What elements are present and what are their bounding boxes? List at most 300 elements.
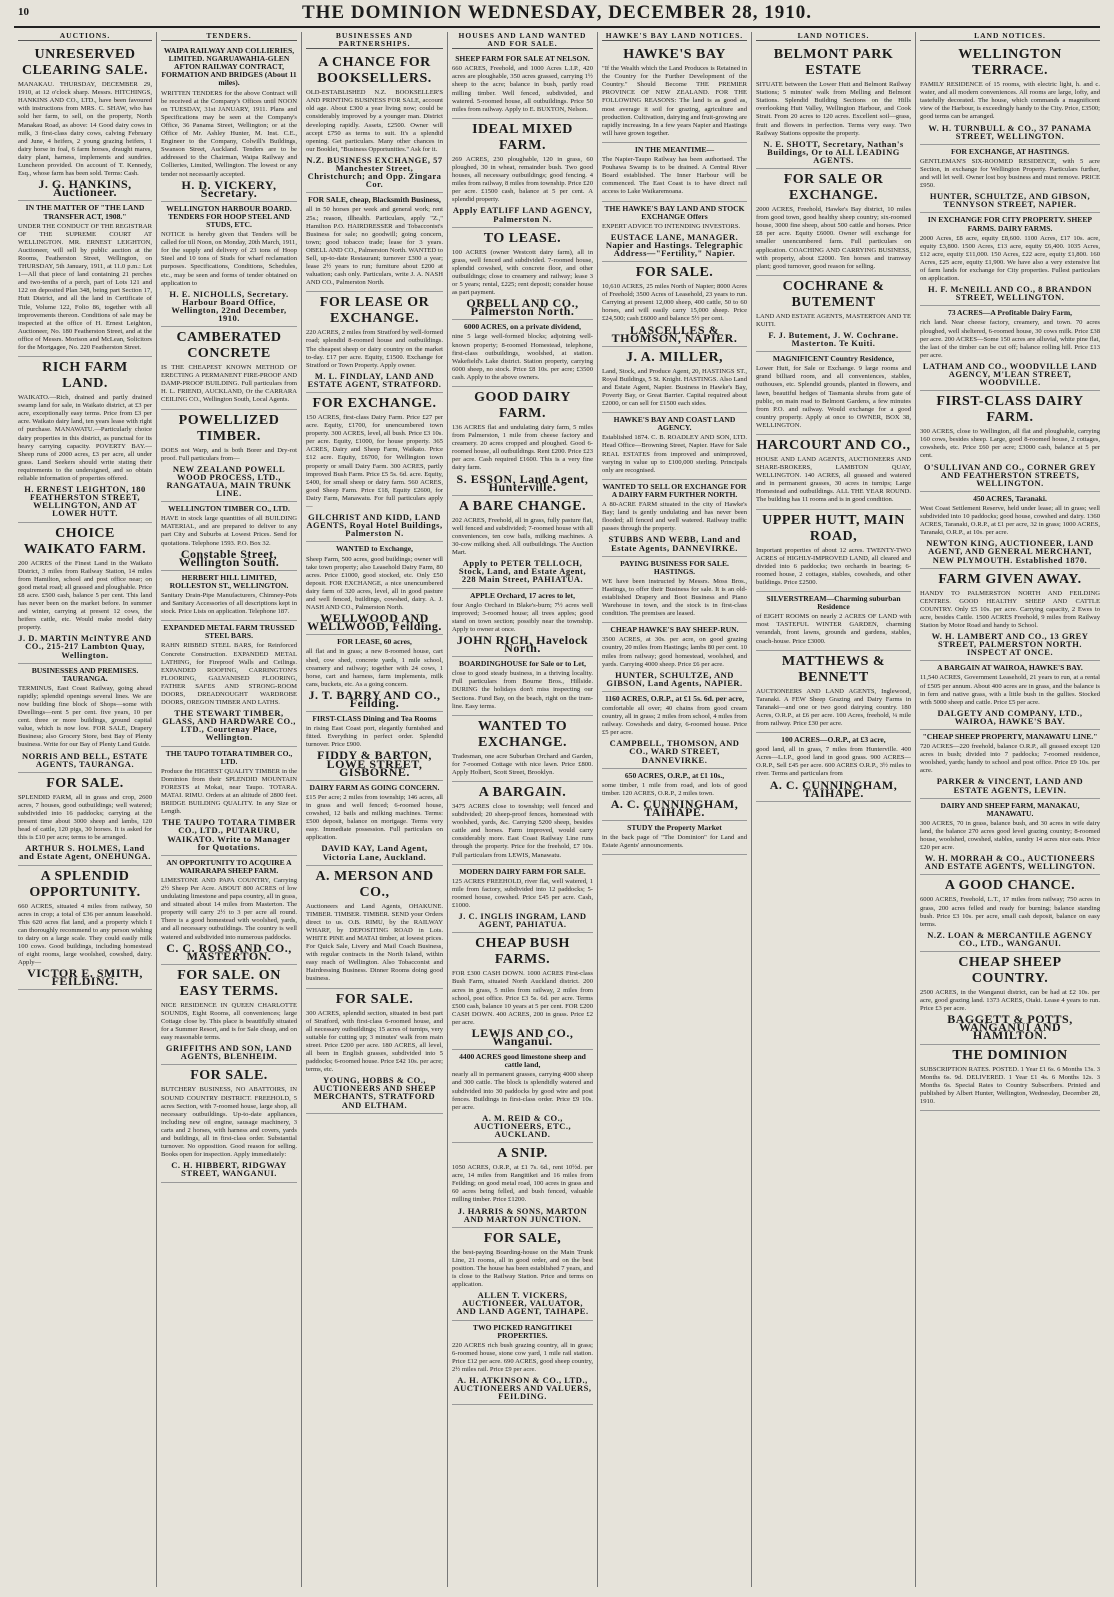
advertisement: [161, 327, 297, 409]
advertisement: [920, 44, 1100, 145]
advertisement: [306, 52, 443, 193]
advertisement: [161, 1065, 297, 1182]
column-3: [302, 32, 448, 1587]
ad-signature: J. G. HANKINS, Auctioneer.: [38, 177, 132, 200]
advertisement: [756, 352, 911, 435]
column-heading: TENDERS.: [161, 32, 297, 41]
ad-body: SITUATE between the Lower Hutt and Belmont Railway Stations; 5 minutes' walk from Melling and Belmont Stations. Splendid Building Sections on the Hills overlooking Hutt Valley, Wellington Harbour, and Cook Strait. From 20 acres to 120 acres. Excellent soil—grass, fruit and flowers in perfection. Terms very easy. Two Railway Stations opposite the property.: [756, 81, 911, 137]
advertisement: [602, 413, 747, 480]
ad-body: nearly all in permanent grasses, carrying 4000 sheep and 300 cattle. The block is splendidly watered and subdivided into 30 paddocks by good wire and post fences. Buildings in first-class order. Price £9 10s. per acre.: [452, 1071, 593, 1111]
ad-body: LIMESTONE AND PAPA COUNTRY, Carrying 2½ Sheep Per Acre. ABOUT 800 ACRES of low undulating limestone and papa country, all in grass, and situated about 14 miles from Masterton. The property will carry 2½ to 3 per acre all round. There is a good homestead with woolshed, yards, and all necessary outbuildings. The country is well watered and subdivided into numerous paddocks.: [161, 876, 297, 941]
ad-signature: J. HARRIS & SONS, MARTON AND MARTON JUNCTION.: [457, 1205, 588, 1224]
ad-body: 2000 ACRES, Freehold, Hawke's Bay district, 10 miles from good town, good healthy sheep country; six-roomed house, 3000 fine sheep, about 500 cattle and horses. Price £8 per acre. Equity £6000. Owner will exchange for smaller unencumbered farm. Full particulars on application. COACHING AND CARRYING BUSINESS, with property, about £2000. Ten horses and tramway plant; good turnover, good reason for selling.: [756, 206, 911, 270]
ad-body: £15 Per acre; 2 miles from township; 146 acres, all in grass and well fenced; 6-roomed house, cowshed, 12 bails and milking machines. Terms: £500 deposit, balance on mortgage. Terms very easy. Immediate possession. Full particulars on application.: [306, 793, 443, 842]
ad-title: IN THE MATTER OF "THE LAND TRANSFER ACT, 1908.": [25, 203, 145, 221]
ad-body: BUTCHERY BUSINESS, NO ABATTOIRS, IN SOUND COUNTRY DISTRICT. FREEHOLD, 5 acres Section, with 7-roomed house, large shop, all necessary outbuildings. Up-to-date appliances, including new oil engine, sausage machinery, 3 carts and 2 horses, with harness and covers, yards and buildings, all in first-class order. Substantial turnover. No opposition. Good reason for selling. Books open for inspection. Apply immediately:: [161, 1086, 297, 1159]
advertisement: [920, 492, 1100, 569]
ad-title: FOR SALE,: [483, 1230, 562, 1246]
ad-signature: THE STEWART TIMBER, GLASS, AND HARDWARE CO., LTD., Courtenay Place, Wellington.: [162, 708, 296, 743]
ad-body: Auctioneers and Land Agents, OHAKUNE. TIMBER. TIMBER. TIMBER. SEND your Orders direct to us. O.B. RIMU, by the RAILWAY WHARF, by DEPOSITING ROAD in Lots. WHITE PINE and MATAI timber, at lowest prices. For Quick Sale, Livery and Mail Coach Business, with regular contracts in the North Island, within easy reach of Wellington. Also Tobacconist and Hairdressing Business. Dinner Rooms doing good business.: [306, 902, 443, 983]
advertisement: [920, 213, 1100, 306]
column-5: [598, 32, 752, 1587]
ad-body: WE have been instructed by Messrs. Moss Bros., Hastings, to offer their Business for sale. It is an old-established Drapery and Boot Business and Piano Warehouse in town, and the stock is in first-class condition. The premises are leased.: [602, 577, 747, 618]
ad-body: AUCTIONEERS AND LAND AGENTS, Inglewood, Taranaki. A FEW Sheep Grazing and Dairy Farms in Taranaki—and one or two good dairying country. 180 Acres, O.R.P., at £6 per acre. 100 Acres, freehold, ¼ mile from railway. Price £30 per acre.: [756, 687, 911, 727]
advertisement: [306, 989, 443, 1114]
newspaper-columns: [14, 32, 1104, 1587]
advertisement: [602, 769, 747, 821]
advertisement: [756, 733, 911, 802]
ad-signature: N.Z. BUSINESS EXCHANGE, 57 Manchester Street, Christchurch; and Opp. Zingara Cor.: [306, 154, 443, 190]
advertisement: [756, 44, 911, 169]
ad-signature: WELLWOOD AND WELLWOOD, Feilding.: [307, 611, 442, 634]
ad-signature: W. H. TURNBULL & CO., 37 PANAMA STREET, WELLINGTON.: [928, 122, 1092, 141]
advertisement: [306, 393, 443, 542]
ad-body: 220 ACRES rich bush grazing country, all in grass; 6-roomed house, stone cow yard, 1 mile rail station. Price £12 per acre. 690 ACRES, good sheep country, 2½ miles rail. Price £9 per acre.: [452, 1341, 593, 1373]
ad-title: FOR SALE.: [335, 991, 414, 1007]
ad-title: CAMBERATED CONCRETE: [176, 330, 282, 362]
ad-body: A 80-ACRE FARM situated in the city of Hawke's Bay; land is gently undulating and has never been flooded; all fenced and well watered. Railway traffic passes through the property.: [602, 501, 747, 533]
ad-body: Sheep Farm, 500 acres, good buildings; owner will take town property; also Leasehold Dairy Farm, 80 acres. Price £1000, good stocked, etc. Only £50 deposit. FOR EXCHANGE, a nice unencumbered dairy farm of 320 acres, level, all in good pasture and well fenced, buildings, cowshed, dairy. A. J. NASH AND CO., Palmerston North.: [306, 555, 443, 612]
ad-body: in the back page of "The Dominion" for Land and Estate Agents' announcements.: [602, 834, 747, 850]
advertisement: [602, 692, 747, 769]
ad-title: UNRESERVED CLEARING SALE.: [21, 47, 149, 79]
ad-signature: ALLEN T. VICKERS, AUCTIONEER, VALUATOR, AND LAND AGENT, TAIHAPE.: [456, 1290, 589, 1317]
ad-title: FOR EXCHANGE.: [312, 396, 437, 411]
ad-signature: DALGETY AND COMPANY, LTD., WAIROA, HAWKE'S BAY.: [937, 707, 1083, 726]
ad-title: BUSINESSES AND PREMISES. TAURANGA.: [31, 665, 139, 683]
ad-body: close to good steady business, in a thriving locality. Full particulars from Bourne Bros., Hillside. DURING the holidays don't miss inspecting our Sections. Fund Bay, on the beach, right on the tram-line. Easy terms.: [452, 670, 593, 710]
ad-title: CHEAP HAWKE'S BAY SHEEP-RUN.: [610, 625, 739, 635]
advertisement: [920, 391, 1100, 492]
ad-signature: W. H. MORRAH & CO., AUCTIONEERS AND ESTATE AGENTS, WELLINGTON.: [924, 853, 1096, 872]
ad-body: FAMILY RESIDENCE of 15 rooms, with electric light, h. and c. water, and all modern conveniences. All rooms are large, lofty, and tastefully decorated. The house, which commands a magnificent view of the Harbour, is exceedingly handy to the City. Price, £3500; good terms can be arranged.: [920, 81, 1100, 121]
ad-body: good land, all in grass, 7 miles from Hunterville. 400 Acres—L.I.P., good land in good grass. 900 ACRES—O.R.P., Sell £45 per acre. 600 ACRES O.R.P., 3½ miles to river. Terms and particulars from: [756, 746, 911, 778]
ad-title: A BARE CHANGE.: [458, 498, 587, 514]
ad-title: 100 ACRES—O.R.P., at £3 acre,: [781, 735, 886, 745]
ad-title: FIRST-CLASS Dining and Tea Rooms: [312, 714, 437, 724]
ad-title: AN OPPORTUNITY TO ACQUIRE A WAIRARAPA SHEEP FARM.: [166, 857, 292, 875]
ad-body: NOTICE is hereby given that Tenders will be called for till Noon, on Monday, 20th March, 1911, for the supply and delivery of 23 tons of Hoop Steel and 10 tons of Studs for wharf reclamation purposes. Specifications, Conditions, Schedules, etc., may be seen and forms of tender obtained on application to: [161, 231, 297, 287]
column-1: [14, 32, 157, 1587]
ad-signature: H. D. VICKERY, Secretary.: [181, 177, 277, 200]
masthead: THE DOMINION WEDNESDAY, DECEMBER 28, 1910.: [301, 2, 813, 23]
advertisement: [452, 387, 593, 496]
ad-body: FOR £300 CASH DOWN. 1000 ACRES First-class Bush Farm, situated North Auckland district. 200 acres in grass, 5 miles from railway, 2 miles from school, post office. Price £3 5s. 6d. per acre. Terms £500 cash, balance 10 years at 5 per cent. FOR £200 CASH DOWN. 400 ACRES, 200 in grass. Price £2 per acre.: [452, 970, 593, 1026]
ad-title: EXPANDED METAL FARM TRUSSED STEEL BARS.: [163, 623, 295, 641]
ad-title: WANTED TO SELL OR EXCHANGE FOR A DAIRY FARM FURTHER NORTH.: [602, 481, 747, 499]
advertisement: [18, 866, 152, 991]
advertisement: [602, 347, 747, 413]
column-7: [916, 32, 1104, 1587]
ad-title: FOR SALE, cheap, Blacksmith Business,: [308, 195, 441, 205]
ad-body: 6000 ACRES, Freehold, L.T., 17 miles from railway; 750 acres in grass, 200 acres felled and ready for burning; balance standing bush. Price £3 10s. per acre, small cash deposit, balance on easy terms.: [920, 896, 1100, 928]
advertisement: [602, 821, 747, 855]
ad-body: 660 ACRES, situated 4 miles from railway, 50 acres in crop; a total of £36 per annum leasehold. This 620 acres flat land, and a property which I can thoroughly recommend to any person wishing to dairy on a large scale. They could easily milk 100 cows. Good buildings, including homestead of eight rooms, large woolshed, cowshed, dairy. Apply—: [18, 902, 152, 967]
advertisement: [161, 44, 297, 202]
ad-title: CHEAP BUSH FARMS.: [475, 936, 570, 968]
column-heading: BUSINESSES AND PARTNERSHIPS.: [306, 32, 443, 49]
ad-body: 220 ACRES, 2 miles from Stratford by well-formed road; splendid 8-roomed house and outbuildings. The cheapest sheep or dairy country on the market to-day. £17 per acre. Equity, £1500. Exchange for Stratford or Town Property. Apply owner.: [306, 329, 443, 369]
ad-body: 300 ACRES, close to Wellington, all flat and ploughable, carrying 160 cows, besides sheep. Large, good 8-roomed house, 2 cottages, cowsheds, etc. Price £60 per acre; £3000 cash, balance at 5 per cent.: [920, 428, 1100, 460]
ad-title: FOR LEASE OR EXCHANGE.: [319, 295, 430, 327]
ad-title: FOR EXCHANGE, AT HASTINGS.: [950, 146, 1070, 156]
ad-body: WAIKATO.—Rich, drained and partly drained swamp land for sale, in Waikato district, at £3 per acre, exceptionally easy terms. Price from £3 per acre. Waikato dairy land, ten years lease with right of purchase. MANAWATU.—Particularly choice dairy properties in this district, as punctual for its heavy carrying capacity. POVERTY BAY.—Sheep runs of 2000 acres, £3 per acre, all under grass. Land Seekers should write stating their requirements to the undersigned, and so obtain reliable information of properties offered.: [18, 394, 152, 483]
advertisement: [306, 712, 443, 781]
ad-title: TWO PICKED RANGITIKEI PROPERTIES.: [472, 1322, 573, 1340]
advertisement: [161, 502, 297, 571]
advertisement: [18, 201, 152, 357]
ad-title: J. A. MILLER,: [625, 349, 724, 365]
advertisement: [920, 306, 1100, 391]
ad-body: OLD-ESTABLISHED N.Z. BOOKSELLER'S AND PRINTING BUSINESS FOR SALE, account old age. About £300 a year living now; could be considerably improved by a younger man. District developing rapidly. Assets, £2500. Owner will accept £750 as terms to suit. It's a splendid opening. Get particulars. Many other chances in our Booklet, "Business Opportunities." Ask for it.: [306, 89, 443, 153]
ad-body: 3500 ACRES, at 30s. per acre, on good grazing country, 20 miles from Hastings; lambs 80 per cent. 10 miles from railway; good homestead, woolshed, and yards. Carrying 4000 sheep. Price £6 per acre.: [602, 636, 747, 668]
ad-body: NICE RESIDENCE IN QUEEN CHARLOTTE SOUNDS, Eight Rooms, all conveniences; large Cottage close by. This place is beautifully situated for a Summer Resort, and is for Sale cheap, and on easy reasonable terms.: [161, 1001, 297, 1042]
ad-signature: A. H. ATKINSON & CO., LTD., AUCTIONEERS AND VALUERS, FEILDING.: [453, 1375, 592, 1402]
advertisement: [18, 664, 152, 773]
ad-signature: YOUNG, HOBBS & CO., AUCTIONEERS AND SHEEP MERCHANTS, STRATFORD AND ELTHAM.: [313, 1075, 436, 1110]
ad-signature: F. J. Butement, J. W. Cochrane. Masterton. Te Kuiti.: [768, 329, 899, 349]
advertisement: [306, 542, 443, 635]
advertisement: [452, 320, 593, 387]
ad-title: 73 ACRES—A Profitable Dairy Farm,: [947, 308, 1073, 318]
ad-body: SPLENDID FARM, all in grass and crop, 2600 acres, 7 houses, good outbuildings; well watered; subdivided into 16 paddocks; carrying at the present time about 3000 sheep and lambs, 120 head of cattle, 120 pigs, 30 horses. It is asked for this is £10 per acre; terms to be arranged.: [18, 793, 152, 842]
ad-body: HANDY TO PALMERSTON NORTH AND FEILDING CENTRES. GOOD HEALTHY SHEEP AND CATTLE COUNTRY. Only £5 10s. per acre. Carrying capacity, 2 Ewes to acre, besides Cattle. 1500 ACRES Freehold, 9 miles from Railway Station by Motor Road and handy to School.: [920, 589, 1100, 629]
column-heading: LAND NOTICES.: [920, 32, 1100, 41]
ad-title: BELMONT PARK ESTATE: [773, 47, 894, 79]
ad-signature: A. C. CUNNINGHAM, TAIHAPE.: [769, 777, 898, 800]
ad-title: FOR SALE.: [635, 265, 714, 281]
ad-body: IS THE CHEAPEST KNOWN METHOD OF ERECTING A PERMANENT FIRE-PROOF AND DAMP-PROOF BUILDING. Full particulars from H. L. FRIEND, AUCKLAND, Or the CARRARA CEILING CO., Wellington South, Local Agents.: [161, 364, 297, 404]
ad-title: FIRST-CLASS DAIRY FARM.: [936, 394, 1084, 426]
ad-signature: Constable Street, Wellington South.: [178, 546, 280, 569]
ad-body: "If the Wealth which the Land Produces is Retained in the Country for the Further Development of the Country." Should Become THE PREMIER PROVINCE OF NEW ZEALAND. FOR THE FOLLOWING REASONS: The land is as good as, most average it soil for grazing, agriculture and production. Cultivation, dairying and fruit-growing are rapidly increasing. In a few years Napier and Hastings will have grown together.: [602, 65, 747, 137]
advertisement: [452, 1321, 593, 1406]
ad-title: WANTED TO EXCHANGE.: [477, 718, 568, 750]
ad-body: 300 ACRES, splendid section, situated in best part of Stratford, with first-class 6-roomed house, and all necessary outbuildings; 15 acres of turnips, very suitable for cutting up; 3 minutes' walk from main street. Price £200 per acre. 180 ACRES, all level, all been in English grasses, subdivided into 5 paddocks; 6-roomed house. Price £42 10s. per acre; terms, etc.: [306, 1009, 443, 1074]
ad-signature: ORBELL AND CO., Palmerston North.: [466, 296, 579, 319]
ad-body: 150 ACRES, first-class Dairy Farm. Price £27 per acre. Equity, £1700, for unencumbered town property. 300 ACRES, level, all bush. Price £3 10s. per acre. Equity, £1000, for house property. 365 ACRES, Dairy and Sheep Farm, Waikato. Price £12 acre. Equity, £6700, for Wellington town property or small Dairy Farm. 300 ACRES, partly improved Bush Farm. Price £5 5s. 6d. acre. Equity, £400, for small sheep or dairy farm. 560 ACRES, good Sheep Farm. Price £18, Equity £2600, for Dairy Farm, Manawatu. For full particulars apply—: [306, 414, 443, 511]
ad-title: MATTHEWS & BENNETT: [781, 653, 886, 685]
advertisement: [452, 657, 593, 716]
advertisement: [18, 523, 152, 664]
ad-title: STUDY the Property Market: [627, 823, 722, 833]
advertisement: [920, 661, 1100, 730]
advertisement: [306, 292, 443, 393]
ad-title: THE TAUPO TOTARA TIMBER CO., LTD.: [165, 748, 293, 766]
ad-body: 269 ACRES, 230 ploughable, 120 in grass, 60 ploughed, 30 in wheat, remainder bush. Two good houses, all necessary outbuildings; good fencing. 4 miles from railway, 8 miles from township. Price £20 per acre. £1500 cash, balance at 5 per cent. A splendid property.: [452, 155, 593, 204]
ad-body: Land, Stock, and Produce Agent, 20, HASTINGS ST., Royal Buildings, 5 St. Knight. HASTINGS. Also Land and Estate Agent, Napier. Business in Hawke's Bay, Poverty Bay, or Great Barrier. Capital required about £2000, or can sell for £1500 each sides.: [602, 367, 747, 408]
advertisement: [602, 202, 747, 263]
ad-body: 3475 ACRES close to township; well fenced and subdivided; 20 sheep-proof fences, homestead with woolshed, yards, &c. Carrying 5200 sheep, besides cattle and horses. Farm improved, would carry considerably more. East Coast Railway Line runs through the property. Price for the freehold, £7 10s. Full particulars from LEWIS, Manawatu.: [452, 803, 593, 859]
ad-signature: THE TAUPO TOTARA TIMBER CO., LTD., PUTARURU, WAIKATO. Write to Manager for Quotations.: [161, 817, 297, 852]
column-heading: HOUSES AND LAND WANTED AND FOR SALE.: [452, 32, 593, 49]
ad-title: HAWKE'S BAY: [623, 47, 726, 63]
ad-title: PAYING BUSINESS FOR SALE. HASTINGS.: [620, 558, 729, 576]
advertisement: [452, 228, 593, 321]
advertisement: [161, 856, 297, 965]
ad-signature: NEWTON KING, AUCTIONEER, LAND AGENT, AND GENERAL MERCHANT, NEW PLYMOUTH. Established 1870.: [926, 538, 1094, 565]
ad-body: Established 1874. C. B. ROADLEY AND SON, LTD. Head Office—Browning Street, Napier. Have for Sale REAL ESTATES from improved and unimproved, varying in value up to £100,000 sterling. Principals only are recognised.: [602, 434, 747, 474]
ad-body: Sanitary Drain-Pipe Manufacturers, Chimney-Pots and Sanitary Accessories of all descriptions kept in stock. Price Lists on application. Telephone 187.: [161, 591, 297, 616]
ad-body: 2000 Acres, £8 acre, equity £8,600. 1100 Acres, £17 10s. acre, equity £3,800. 1500 Acres, £13 acre, equity £6,400. 1035 Acres, £12 acre, equity £11,000. 150 Acres, £22 acre, equity £1,800. 160 Acres, £25 acre, equity £1,900. We have also a very extensive list of farm lands for exchange for City properties. Fullest particulars on application.: [920, 234, 1100, 283]
advertisement: [452, 52, 593, 119]
column-heading: LAND NOTICES.: [756, 32, 911, 41]
ad-signature: N. E. SHOTT, Secretary, Nathan's Buildings, Or to ALL LEADING AGENTS.: [763, 138, 904, 165]
ad-signature: A. M. REID & CO., AUCTIONEERS, ETC., AUCKLAND.: [473, 1112, 572, 1139]
ad-title: MODERN DAIRY FARM FOR SALE.: [459, 866, 586, 876]
advertisement: [452, 1228, 593, 1321]
ad-title: FOR LEASE, 60 acres,: [337, 637, 412, 647]
advertisement: [920, 145, 1100, 214]
advertisement: [602, 557, 747, 624]
ad-signature: J. D. MARTIN McINTYRE AND CO., 215-217 Lambton Quay, Wellington.: [18, 633, 152, 660]
ad-title: A BARGAIN.: [478, 785, 567, 800]
ad-signature: H. F. McNEILL AND CO., 8 BRANDON STREET, WELLINGTON.: [928, 284, 1092, 303]
ad-title: HARCOURT AND CO.,: [756, 438, 911, 453]
ad-signature: HUNTER, SCHULTZE, AND GIBSON, Land Agents, NAPIER.: [606, 669, 743, 688]
ad-body: Produce the HIGHEST QUALITY TIMBER in the Dominion from their SPLENDID MOUNTAIN FORESTS at Mokai, near Taupo. TOTARA. MATAI. RIMU. Orders at an altitude of 2800 feet. BRIDGE BUILDING QUALITY. In any Size or Length.: [161, 767, 297, 816]
advertisement: [756, 169, 911, 276]
ad-title: BOARDINGHOUSE for Sale or to Let,: [458, 659, 587, 669]
ad-title: HAWKE'S BAY AND COAST LAND AGENCY.: [613, 415, 736, 433]
ad-body: all in 50 horses per week and general work; rent 25s.; reason, illhealth. Particulars, apply "Z.," Hamilton P.O. HAIRDRESSER and Tobacconist's Business for sale; no goodwill; going concern, town; good tobacco trade; lease for 3 years. OBELL AND CO., Palmerston North. WANTED to Sell, up-to-date Restaurant; turnover £300 a year; lease 2½ years to run; furniture about £200 at valuation; cash only. Particulars, write J. A. NASH AND CO., Palmerston North.: [306, 206, 443, 287]
ad-signature: O'SULLIVAN AND CO., CORNER GREY AND FEATHERSTON STREETS, WELLINGTON.: [923, 461, 1097, 488]
ad-title: 4400 ACRES good limestone sheep and cattle land,: [459, 1052, 586, 1070]
advertisement: [161, 571, 297, 621]
advertisement: [756, 510, 911, 592]
ad-body: of EIGHT ROOMS on nearly 2 ACRES OF LAND with most TASTEFUL WINTER GARDEN, charming verandah, front lawns, grounds and gardens, stables, coach-house. Price £3000.: [756, 613, 911, 645]
ad-title: WELLINGTON TIMBER CO., LTD.: [168, 504, 290, 514]
advertisement: [18, 773, 152, 866]
ad-signature: STUBBS AND WEBB, Land and Estate Agents, DANNEVIRKE.: [608, 534, 741, 553]
advertisement: [920, 875, 1100, 952]
ad-body: 720 ACRES—220 freehold, balance O.R.P., all grassed except 120 acres in bush; divided into 7 paddocks; 7-roomed residence, woolshed, yards; handy to school and post office. Price £9 10s. per acre.: [920, 743, 1100, 775]
ad-signature: GRIFFITHS AND SON, LAND AGENTS, BLENHEIM.: [165, 1043, 293, 1062]
ad-title: A SPLENDID OPPORTUNITY.: [29, 868, 141, 900]
ad-title: GOOD DAIRY FARM.: [474, 390, 571, 421]
ad-title: A BARGAIN AT WAIROA, HAWKE'S BAY.: [937, 663, 1083, 673]
ad-title: THE DOMINION: [952, 1047, 1068, 1063]
ad-body: 660 ACRES, Freehold, and 1000 Acres L.I.P., 420 acres are ploughable, 350 acres grassed, carrying 1½ sheep to the acre; balance in bush, partly road milling timber. Well fenced, subdivided, and watered. 5-roomed house, all outbuildings. Price 50 miles from railway. Apply to E. BUXTON, Nelson.: [452, 65, 593, 113]
ad-body: rich land. Near cheese factory, creamery, and town. 70 acres ploughed, well sheltered, 6-roomed house, 30 cows milk. Price £38 per acre. 200 ACRES—Some 150 acres are alluvial, white pine flat, the last of the timber can be cut off; balance rolling hill. Price £13 per acre.: [920, 319, 1100, 359]
ad-signature: DAVID KAY, Land Agent, Victoria Lane, Auckland.: [321, 843, 428, 862]
ad-title: FOR SALE. ON EASY TERMS.: [177, 967, 281, 999]
ad-body: 10,610 ACRES, 25 miles North of Napier; 8000 Acres of Freehold; 3500 Acres of Leasehold, 23 years to run. Carrying at present 12,000 sheep, 400 cattle, 50 to 60 horses, and will easily carry 15,000 sheep. Price £24,500; cash £6000 and balance 5½ per cent.: [602, 283, 747, 323]
ad-title: WELLINGTON HARBOUR BOARD. TENDERS FOR HOOP STEEL AND STUDS, ETC.: [166, 203, 292, 229]
ad-signature: ARTHUR S. HOLMES, Land and Estate Agent, ONEHUNGA.: [19, 843, 151, 862]
ad-title: COCHRANE & BUTEMENT: [782, 278, 885, 310]
ad-signature: JOHN RICH, Havelock North.: [456, 632, 589, 656]
advertisement: [452, 1143, 593, 1228]
advertisement: [602, 480, 747, 557]
ad-title: 1160 ACRES, O.R.P., at £1 5s. 6d. per acre,: [604, 693, 745, 703]
advertisement: [161, 202, 297, 327]
ad-body: four Anglo Orchard in Blake's-burn; 7½ acres well improved; 3-roomed house; all trees apples; good stand on town section; possibly near the township. Apply to owner at once.: [452, 601, 593, 633]
column-heading: AUCTIONS.: [18, 32, 152, 41]
ad-body: HAVE in stock large quantities of all BUILDING MATERIAL, and are prepared to deliver to any part City and Suburbs at Lowest Prices. Send for quotations. Telephone 1593. P.O. Box 32.: [161, 515, 297, 547]
ad-signature: H. ERNEST LEIGHTON, 180 FEATHERSTON STREET, WELLINGTON, AND AT LOWER HUTT.: [24, 484, 146, 519]
ad-body: SUBSCRIPTION RATES. POSTED. 1 Year £1 6s. 6 Months 13s. 3 Months 6s. 9d. DELIVERED. 1 Year £1 4s. 6 Months 12s. 3 Months 6s. Special Rates to Country Subscribers. Printed and published by Albert Hunter, Wellington, Wednesday, December 28, 1910.: [920, 1065, 1100, 1105]
advertisement: [452, 496, 593, 589]
advertisement: [306, 866, 443, 989]
ad-signature: Apply to PETER TELLOCH, Stock, Land, and Estate Agent, 228 Main Street, PAHIATUA.: [458, 558, 587, 585]
ad-title: THE HAWKE'S BAY LAND AND STOCK EXCHANGE Offers: [604, 203, 745, 221]
advertisement: [920, 730, 1100, 799]
ad-title: SHEEP FARM FOR SALE AT NELSON.: [455, 54, 590, 64]
ad-body: 200 ACRES of the Finest Land in the Waikato District, 3 miles from Railway Station, 14 miles from Hamilton, school and post office near; on good metal road; all grassed and ploughable. Price £8 acre. £500 cash, balance 5 per cent. This land has never been on the market before. In summer and winter, carrying at present 12 cows, the heifers cattle, etc. Would make model dairy property.: [18, 559, 152, 632]
ad-body: GENTLEMAN'S SIX-ROOMED RESIDENCE, with 5 acre Section, in exchange for Wellington Property. Particulars further, and will let well. Owner lost boy business and must remove. PRICE £950.: [920, 157, 1100, 190]
ad-body: 300 ACRES, 70 in grass, balance bush, and 30 acres in wife dairy land, the balance 270 acres good level grazing country; 8-roomed house, woolshed, cowshed, stables, sundry 14 acres nice oats. Price £20 per acre.: [920, 819, 1100, 852]
page-number: 10: [18, 6, 29, 18]
advertisement: [452, 782, 593, 865]
ad-body: 136 ACRES flat and undulating dairy farm, 5 miles from Palmerston, 1 mile from cheese factory and creamery. 20 acres cropped and ploughed. Good 6-roomed house, all outbuildings. Rent £200. Price £23 per acre. Cash required £1600. This is a very fine dairy farm.: [452, 424, 593, 472]
ad-signature: J. T. BARRY AND CO., Feilding.: [308, 687, 441, 710]
ad-title: "CHEAP SHEEP PROPERTY, MANAWATU LINE.": [922, 732, 1098, 741]
ad-signature: W. H. LAMBERT AND CO., 13 GREY STREET, PALMERSTON NORTH. INSPECT AT ONCE.: [931, 631, 1089, 658]
ad-signature: H. E. NICHOLLS, Secretary. Harbour Board Office, Wellington, 22nd December, 1910.: [169, 288, 289, 323]
advertisement: [920, 1045, 1100, 1111]
column-2: [157, 32, 302, 1587]
ad-body: The Napier-Taupo Railway has been authorised. The Pouhawa Swamp is to be drained. A Central River Board established. The Inner Harbour will be commenced. The East Coast is to have direct rail access to Lake Waikaremoana.: [602, 156, 747, 196]
ad-signature: LASCELLES & THOMSON, NAPIER.: [611, 322, 738, 345]
advertisement: [756, 276, 911, 352]
ad-body: Tradesman, one acre Suburban Orchard and Garden, for 7-roomed Cottage with nice lawn. Price £800. Apply Holbert, Scott Street, Brooklyn.: [452, 752, 593, 776]
ad-title: CHOICE WAIKATO FARM.: [23, 525, 147, 557]
ad-signature: VICTOR E. SMITH, FEILDING.: [27, 966, 143, 989]
ad-signature: LATHAM AND CO., WOODVILLE LAND AGENCY, M'LEAN STREET, WOODVILLE.: [922, 360, 1098, 388]
column-heading: HAWKE'S BAY LAND NOTICES.: [602, 32, 747, 41]
ad-body: 125 ACRES FREEHOLD, river flat, well watered, 1 mile from factory, subdivided into 12 paddocks; 5-roomed house, cowshed. Price £45 per acre. Cash, £1000.: [452, 877, 593, 910]
advertisement: [452, 933, 593, 1050]
ad-body: DOES not Warp, and is both Borer and Dry-rot proof. Full particulars from—: [161, 446, 297, 462]
advertisement: [452, 716, 593, 782]
ad-title: TO LEASE.: [483, 230, 562, 246]
ad-signature: HUNTER, SCHULTZE, AND GIBSON, TENNYSON STREET, NAPIER.: [929, 191, 1091, 210]
advertisement: [920, 952, 1100, 1045]
ad-title: A SNIP.: [497, 1146, 548, 1162]
ad-title: CHEAP SHEEP COUNTRY.: [958, 954, 1062, 986]
ad-body: RAHN RIBBED STEEL BARS, for Reinforced Concrete Construction. EXPANDED METAL LATHING, for Fireproof Walls and Ceilings. EXPANDED ROOFING, CARRINGTON'S FLOORING, GALVANISED FLOORING, FATHER SAFES AND STRONG-ROOM DOORS, DREADNOUGHT WARDROBE DOORS, OREGON TIMBER AND LATHS.: [161, 642, 297, 707]
ad-title: FOR SALE.: [190, 1068, 268, 1084]
column-6: [752, 32, 916, 1587]
ad-body: the best-paying Boarding-house on the Main Trunk Line, 21 rooms, all in good order, and on the best position. The house has been established 7 years, and is close to the Railway Station. Price and terms on application.: [452, 1248, 593, 1289]
ad-body: HOUSE AND LAND AGENTS, AUCTIONEERS AND SHARE-BROKERS, LAMBTON QUAY, WELLINGTON. 140 ACRES, all grassed and watered and in permanent grasses, 30 acres in turnips; Large Homestead and outbuildings. ALL THE YEAR ROUND. The building has 11 rooms and is in good condition.: [756, 456, 911, 504]
advertisement: [161, 747, 297, 856]
ad-body: West Coast Settlement Reserve, held under lease; all in grass; well subdivided into 10 paddocks; good house, cowshed and dairy. 1360 ACRES, Taranaki, O.R.P., at £1 per acre, 32 in grass; 1000 ACRES, Taranaki, O.R.P., at 10s. per acre.: [920, 504, 1100, 537]
advertisement: [452, 119, 593, 228]
ad-body: nine 5 large well-formed blocks; adjoining well-known property; 8-roomed Homestead, telephone, first-class outbuildings, woolshed, at station. Wakefield's Lake district. Station property, carrying 6000 sheep, no stock. Price £8 10s. per acre; £3500 cash. Apply to the above owners.: [452, 333, 593, 381]
ad-signature: M. L. FINDLAY, LAND AND ESTATE AGENT, STRATFORD.: [307, 370, 442, 389]
ad-title: IDEAL MIXED FARM.: [472, 121, 573, 153]
ad-title: 650 ACRES, O.R.P., at £1 10s.,: [624, 770, 725, 780]
ad-body: Lower Hutt, for Sale or Exchange. 9 large rooms and grand billiard room, and all conveniences, stables, outhouses, etc. Splendid grounds, planted in flowers, and lawn, beautiful hedges of Tasmania shrubs from gate of public, on main road to Belmont Gardens, a few minutes from P.O. and railway. Would exchange for a good country property. Apply at once to OWNER, BOX 38, WELLINGTON.: [756, 365, 911, 429]
advertisement: [161, 965, 297, 1066]
ad-body: comfortable all over; 40 chains from good cream country, all in grass; 2 miles from school, 4 miles from railway. Cowsheds and dairy, 6-roomed house. Price £5 per acre.: [602, 705, 747, 737]
ad-signature: S. ESSON, Land Agent, Hunterville.: [456, 471, 589, 494]
ad-body: MANAKAU. THURSDAY, DECEMBER 29, 1910, at 12 o'clock sharp. Messrs. HITCHINGS, HANKINS AND CO., LTD., have been favoured with instructions from MRS. C. SHAW, who has sold her farm, to sell, on the property, North Manakau Road, as above: 14 Good dairy cows in milk, 3 first-class dairy cows, calving February and June, 4 heifers, 2 young grazing heifers, 1 dairy horse in foal, 6 farm horses, draught mares, dairy plant, harness, implements and sundries. Luncheon provided. On account of T. Kennedy, Esq., whose farm has been sold. Terms: Cash.: [18, 81, 152, 178]
ad-title: HERBERT HILL LIMITED, ROLLESTON ST., WELLINGTON.: [169, 572, 289, 590]
ad-signature: FIDDY & BARTON, LOWE STREET, GISBORNE.: [317, 748, 432, 779]
advertisement: [602, 262, 747, 347]
ad-body: 202 ACRES, Freehold, all in grass, fully pasture flat, well fenced and subdivided; 7-roomed house with all conveniences, ten cow bails, milking machines. A 30-cow milking shed. All outbuildings. The Auction Mart.: [452, 516, 593, 557]
ad-body: in rising East Coast port, elegantly furnished and fitted. Everything in perfect order. Splendid turnover. Price £900.: [306, 725, 443, 749]
advertisement: [920, 569, 1100, 662]
masthead-rule: [14, 26, 1100, 28]
ad-body: TERMINUS, East Coast Railway, going ahead rapidly; splendid openings several lines. We are now building fine block of Shops—some with Dwellings—rent 5 per cent. five years, 10 per cent. three or more buildings, ground capital value, which is now low. FOR SALE, Drapery Business; also Grocery Store, best Bay of Plenty business. Write for our Bay of Plenty Land Guide.: [18, 684, 152, 749]
advertisement: [18, 44, 152, 201]
ad-title: POWELLIZED TIMBER.: [178, 412, 280, 444]
ad-body: 11,540 ACRES, Government Leasehold, 21 years to run, at a rental of £505 per annum. About 400 acres are in grass, and the balance is in fern and native grass, with a little bush in the gullies. Stocked with 5000 sheep and cattle. Price £5 per acre.: [920, 674, 1100, 706]
ad-signature: N.Z. LOAN & MERCANTILE AGENCY CO., LTD., WANGANUI.: [927, 929, 1093, 948]
ad-body: all flat and in grass; a new 8-roomed house, cart shed, cow shed, concrete yards, 1 mile school, creamery and railway; together with 24 cows, 1 horse, cart and harness, farm implements, milk cans, buckets, etc. As a going concern.: [306, 648, 443, 688]
ad-title: DAIRY AND SHEEP FARM, MANAKAU, MANAWATU.: [940, 800, 1080, 818]
ad-title: RICH FARM LAND.: [42, 360, 128, 392]
ad-title: UPPER HUTT, MAIN ROAD,: [762, 512, 905, 544]
advertisement: [452, 865, 593, 934]
advertisement: [161, 621, 297, 746]
advertisement: [756, 435, 911, 510]
advertisement: [306, 635, 443, 712]
advertisement: [756, 592, 911, 651]
ad-title: IN THE MEANTIME—: [634, 144, 715, 154]
ad-signature: EUSTACE LANE, MANAGER. Napier and Hastings. Telegraphic Address—"Fertility," Napier.: [605, 231, 744, 258]
advertisement: [756, 651, 911, 733]
ad-title: 6000 ACRES, on a private dividend,: [463, 322, 582, 332]
ad-signature: NORRIS AND BELL, ESTATE AGENTS, TAURANGA.: [22, 750, 148, 769]
advertisement: [161, 410, 297, 503]
ad-signature: Apply EATLIFF LAND AGENCY, Palmerston N.: [452, 205, 593, 224]
ad-body: 100 ACRES (owner Westcott dairy farm), all in grass, well fenced and subdivided. 7-roomed house, splendid cowshed, with concrete floor, and other outbuildings; close to creamery and railway; lease 3 or 5 years; rental, £225; rent deposit; consider house as part payment.: [452, 248, 593, 297]
ad-signature: J. C. INGLIS INGRAM, LAND AGENT, PAHIATUA.: [458, 911, 587, 930]
advertisement: [920, 799, 1100, 876]
ad-signature: A. C. CUNNINGHAM, TAIHAPE.: [610, 796, 739, 820]
ad-title: MAGNIFICENT Country Residence,: [772, 354, 895, 364]
advertisement: [452, 1050, 593, 1143]
column-4: [448, 32, 598, 1587]
ad-signature: C. C. ROSS AND CO., MASTERTON.: [166, 940, 292, 963]
ad-title: APPLE Orchard, 17 acres to let,: [470, 590, 575, 600]
ad-title: SILVERSTREAM—Charming suburban Residence: [766, 594, 901, 612]
ad-title: IN EXCHANGE FOR CITY PROPERTY. SHEEP FARMS. DAIRY FARMS.: [927, 215, 1093, 233]
ad-title: WAIPA RAILWAY AND COLLIERIES, LIMITED. NGARUAWAHIA-GLEN AFTON RAILWAY CONTRACT, FORMATION AND BRIDGES (About 11 miles).: [161, 46, 297, 88]
ad-body: 1050 ACRES, O.R.P., at £1 7s. 6d., rent 10½d. per acre, 14 miles from Rangitikei and 16 miles from Feilding; on good metal road, 100 acres in grass and 60 acres being felled, and bush fenced, valuable milling timber. Price £1200.: [452, 1164, 593, 1204]
ad-body: LAND AND ESTATE AGENTS, MASTERTON AND TE KUITI.: [756, 312, 911, 328]
ad-title: A GOOD CHANCE.: [944, 878, 1076, 894]
advertisement: [452, 589, 593, 658]
ad-title: DAIRY FARM AS GOING CONCERN.: [309, 782, 440, 792]
ad-signature: C. H. HIBBERT, RIDGWAY STREET, WANGANUI.: [171, 1160, 287, 1179]
ad-body: Important properties of about 12 acres. TWENTY-TWO ACRES of HIGHLY-IMPROVED LAND, all cleared and divided into 6 paddocks; two orchards in bearing; 6-roomed house, 2 cottages, stables, cowsheds, and other buildings. Price £2500.: [756, 546, 911, 586]
advertisement: [306, 193, 443, 292]
ad-signature: PARKER & VINCENT, LAND AND ESTATE AGENTS, LEVIN.: [936, 776, 1084, 795]
ad-title: A. MERSON AND CO.,: [315, 868, 434, 900]
ad-title: 450 ACRES, Taranaki.: [973, 493, 1047, 503]
ad-title: FOR SALE OR EXCHANGE.: [783, 172, 884, 204]
ad-body: UNDER THE CONDUCT OF THE REGISTRAR OF THE SUPREME COURT AT WELLINGTON. MR. ERNEST LEIGHTON, Auctioneer, will sell by public auction at the Rooms, Featherston Street, Wellington, on THURSDAY, 5th January, 1911, at 11.0 p.m.: Lot 1—All that piece of land containing 21 perches and two-tenths of a perch, part of Lots 121 and 122 on deposited Plan 348, being part Section 17, Hutt District, and all the land in Certificate of Title, Volume 122, Folio 86, together with all improvements thereon. Conditions of sale may be inspected at the office of H. Ernest Leighton, Auctioneer, No. 180 Featherston Street, and at the office of Messrs. Morison and McLean, Solicitors for the Mortgagee, No. 220 Featherston Street.: [18, 222, 152, 351]
ad-signature: LEWIS AND CO., Wanganui.: [471, 1025, 574, 1049]
ad-title: A CHANCE FOR BOOKSELLERS.: [317, 55, 432, 87]
ad-body: EXPERT ADVICE TO INTENDING INVESTORS.: [602, 222, 741, 230]
ad-body: some timber, 1 mile from road, and lots of good timber. 120 ACRES, O.R.P., 2 miles town.: [602, 781, 747, 797]
advertisement: [18, 357, 152, 522]
ad-signature: GILCHRIST AND KIDD, LAND AGENTS, Royal Hotel Buildings, Palmerston N.: [306, 512, 443, 539]
ad-signature: BAGGETT & POTTS, WANGANUI AND HAMILTON.: [947, 1012, 1073, 1043]
ad-title: FOR SALE.: [46, 775, 124, 791]
advertisement: [602, 623, 747, 692]
ad-body: 2500 ACRES, in the Wanganui district, can be had at £2 10s. per acre, good grazing land. 1373 ACRES, Otaki. Lease 4 years to run. Price £3 per acre.: [920, 988, 1100, 1013]
advertisement: [602, 44, 747, 143]
ad-title: WELLINGTON TERRACE.: [958, 47, 1062, 79]
